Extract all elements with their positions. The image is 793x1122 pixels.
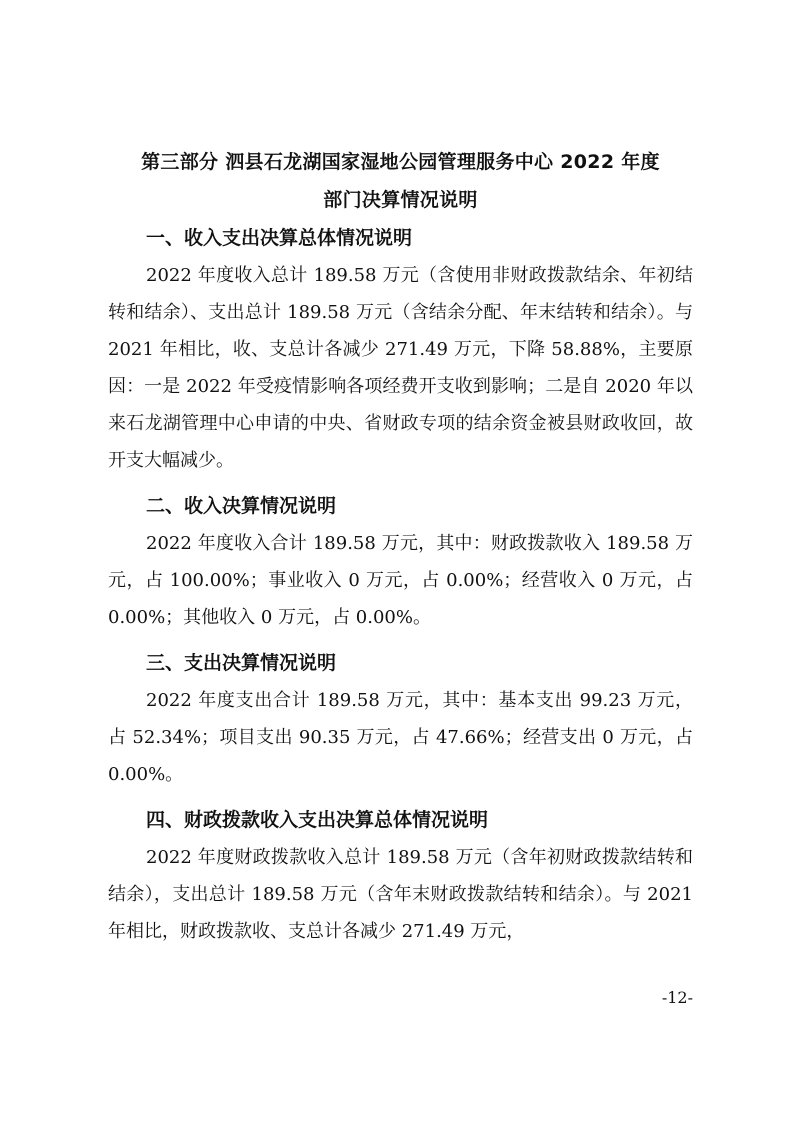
section-heading-income: 二、收入决算情况说明 <box>146 495 337 517</box>
page-number: -12- <box>661 988 693 1007</box>
section-paragraph-expenditure: 2022 年度支出合计 189.58 万元，其中：基本支出 99.23 万元，占 52.34%；项目支出 90.35 万元，占 47.66%；经营支出 0 万元，占 0.00%。 <box>108 690 693 785</box>
section-paragraph-fiscal-appropriation: 2022 年度财政拨款收入总计 189.58 万元（含年初财政拨款结转和结余），支出总计 189.58 万元（含年末财政拨款结转和结余）。与 2021 年相比，财政拨款收、支总计各减少 271.49 万元， <box>108 847 693 942</box>
section-paragraph-income: 2022 年度收入合计 189.58 万元，其中：财政拨款收入 189.58 万元，占 100.00%；事业收入 0 万元，占 0.00%；经营收入 0 万元，占 0.00%；其他收入 0 万元，占 0.00%。 <box>108 533 693 628</box>
document-body <box>108 143 693 950</box>
section-heading-fiscal-appropriation: 四、财政拨款收入支出决算总体情况说明 <box>146 809 489 831</box>
section-paragraph-overall: 2022 年度收入总计 189.58 万元（含使用非财政拨款结余、年初结转和结余）、支出总计 189.58 万元（含结余分配、年末结转和结余）。与 2021 年相比，收、支总计各减少 271.49 万元，下降 58.88%，主要原因：一是 2022 年受疫情影响各项经费开支收到影响；二是自 2020 年以来石龙湖管理中心申请的中央、省财政专项的结余资金被县财政收回，故开支大幅减少。 <box>108 265 693 471</box>
section-heading-expenditure: 三、支出决算情况说明 <box>146 652 337 674</box>
document-title-line-2: 部门决算情况说明 <box>323 189 478 211</box>
section-heading-overall: 一、收入支出决算总体情况说明 <box>146 227 413 249</box>
document-title-line-1: 第三部分 泗县石龙湖国家湿地公园管理服务中心 2022 年度 <box>141 151 660 173</box>
